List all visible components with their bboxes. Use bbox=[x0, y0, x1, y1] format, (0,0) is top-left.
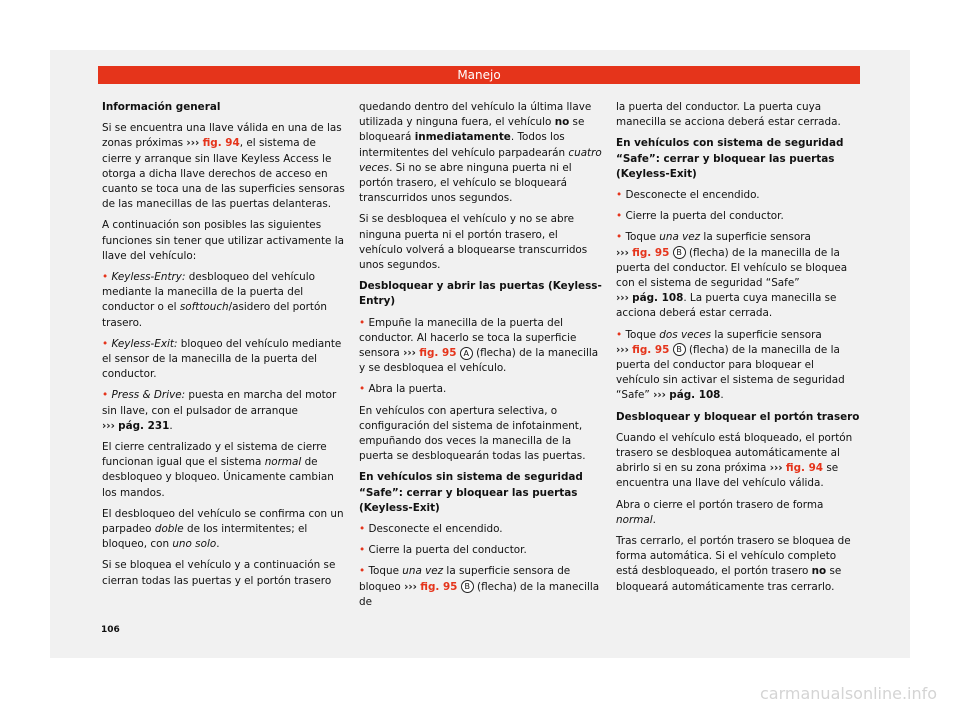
paragraph: Si se bloquea el vehículo y a continuación se cierran todas las puertas y el portón trasero bbox=[102, 559, 336, 587]
bullet-icon: • bbox=[616, 189, 623, 202]
bullet-icon: • bbox=[359, 544, 366, 557]
paragraph: la puerta del conductor. La puerta cuya manecilla se acciona deberá estar cerrada. bbox=[616, 101, 841, 129]
bullet-icon: • bbox=[102, 389, 109, 402]
paragraph: quedando dentro del vehículo la última llave utilizada y ninguna fuera, el vehículo no se bloqueará inmediatamente. Todos los intermitentes del vehículo parpadearán cuatro veces. Si no se abre ninguna puerta ni el portón trasero, el vehículo se bloqueará transcurridos unos segundos. bbox=[359, 101, 602, 205]
pag-231-link[interactable]: pág. 231 bbox=[118, 419, 170, 432]
paragraph: Cuando el vehículo está bloqueado, el portón trasero se desbloquea automáticamente al abrirlo si en su zona próxima ››› fig. 94 se encuentra una llave del vehículo válida. bbox=[616, 431, 853, 490]
list-item: • Toque una vez la superficie sensora ››› fig. 95 B (flecha) de la manecilla de la puerta del conductor. El vehículo se bloquea con el sistema de seguridad “Safe” ››› pág. 108. La puerta cuya manecilla se acciona deberá estar cerrada. bbox=[616, 231, 848, 320]
paragraph: En vehículos con apertura selectiva, o configuración del sistema de infotainment, empuñando dos veces la manecilla de la puerta se desbloquearán todas las puertas. bbox=[359, 404, 586, 463]
fig-94-link[interactable]: fig. 94 bbox=[202, 137, 240, 150]
column-3 bbox=[616, 100, 860, 601]
paragraph: Si se desbloquea el vehículo y no se abre ninguna puerta ni el portón trasero, el vehículo volverá a bloquearse transcurridos unos segundos. bbox=[359, 213, 588, 272]
bullet-icon: • bbox=[359, 565, 366, 578]
fig-95-link[interactable]: fig. 95 bbox=[632, 246, 670, 259]
bullet-icon: • bbox=[359, 316, 366, 329]
paragraph: El cierre centralizado y el sistema de cierre funcionan igual que el sistema normal de desbloqueo y bloqueo. Únicamente cambian los mandos. bbox=[102, 441, 334, 499]
paragraph: Abra o cierre el portón trasero de forma normal. bbox=[616, 498, 824, 526]
list-item: • Toque dos veces la superficie sensora ››› fig. 95 B (flecha) de la manecilla de la puerta del conductor para bloquear el vehículo sin activar el sistema de seguridad “Safe” ››› pág. 108. bbox=[616, 328, 845, 402]
paragraph: Si se encuentra una llave válida en una de las zonas próximas ››› fig. 94, el sistema de cierre y arranque sin llave Keyless Access le otorga a dicha llave derechos de acceso en cuanto se toca una de las superficies sensoras de las manecillas de las puertas delanteras. bbox=[102, 122, 345, 211]
column-1 bbox=[102, 100, 346, 595]
paragraph: A continuación son posibles las siguientes funciones sin tener que utilizar activamente la llave del vehículo: bbox=[102, 219, 344, 262]
list-item: • Keyless-Exit: bloqueo del vehículo mediante el sensor de la manecilla de la puerta del conductor. bbox=[102, 337, 342, 381]
list-item: • Press & Drive: puesta en marcha del motor sin llave, con el pulsador de arranque ››› pág. 231. bbox=[102, 389, 337, 432]
list-item: • Keyless-Entry: desbloqueo del vehículo mediante la manecilla de la puerta del conductor o el softtouch/asidero del portón trasero. bbox=[102, 271, 327, 329]
bullet-icon: • bbox=[102, 271, 109, 284]
list-item: • Cierre la puerta del conductor. bbox=[359, 544, 527, 557]
column-2 bbox=[359, 100, 603, 616]
heading-con-safe: En vehículos con sistema de seguridad “Safe”: cerrar y bloquear las puertas (Keyless-Exit) bbox=[616, 137, 844, 180]
bullet-icon: • bbox=[616, 210, 623, 223]
list-item: • Abra la puerta. bbox=[359, 383, 447, 396]
bullet-icon: • bbox=[359, 523, 366, 536]
fig-94-link[interactable]: fig. 94 bbox=[785, 462, 824, 475]
marker-b-icon: B bbox=[461, 580, 474, 593]
fig-95-link[interactable]: fig. 95 bbox=[420, 580, 458, 593]
bullet-icon: • bbox=[616, 328, 623, 341]
bullet-icon: • bbox=[102, 337, 109, 350]
watermark: carmanualsonline.info bbox=[760, 684, 938, 703]
heading-porton-trasero: Desbloquear y bloquear el portón trasero bbox=[616, 410, 860, 423]
section-header: Manejo bbox=[98, 66, 860, 84]
marker-a-icon: A bbox=[460, 347, 473, 360]
marker-b-icon: B bbox=[673, 343, 686, 356]
pag-108-link[interactable]: pág. 108 bbox=[632, 292, 684, 305]
bullet-icon: • bbox=[359, 383, 366, 396]
bullet-icon: • bbox=[616, 231, 623, 244]
fig-95-link[interactable]: fig. 95 bbox=[632, 343, 670, 356]
list-item: • Toque una vez la superficie sensora de bloqueo ››› fig. 95 B (flecha) de la manecilla de bbox=[359, 565, 600, 608]
marker-b-icon: B bbox=[673, 246, 686, 259]
paragraph: Tras cerrarlo, el portón trasero se bloquea de forma automática. Si el vehículo completo está desbloqueado, el portón trasero no se bloqueará automáticamente tras cerrarlo. bbox=[616, 535, 851, 593]
fig-95-link[interactable]: fig. 95 bbox=[419, 347, 457, 360]
list-item: • Desconecte el encendido. bbox=[359, 523, 503, 536]
heading-sin-safe: En vehículos sin sistema de seguridad “Safe”: cerrar y bloquear las puertas (Keyless-Exit) bbox=[359, 471, 583, 514]
heading-keyless-entry: Desbloquear y abrir las puertas (Keyless-Entry) bbox=[359, 280, 602, 308]
list-item: • Desconecte el encendido. bbox=[616, 189, 760, 202]
list-item: • Empuñe la manecilla de la puerta del conductor. Al hacerlo se toca la superficie sensora ››› fig. 95 A (flecha) de la manecilla y se desbloquea el vehículo. bbox=[359, 316, 599, 375]
heading-informacion-general: Información general bbox=[102, 101, 221, 113]
pag-108-link[interactable]: pág. 108 bbox=[669, 389, 721, 402]
list-item: • Cierre la puerta del conductor. bbox=[616, 210, 784, 223]
paragraph: El desbloqueo del vehículo se confirma con un parpadeo doble de los intermitentes; el bloqueo, con uno solo. bbox=[102, 507, 344, 551]
page-number: 106 bbox=[101, 625, 120, 635]
